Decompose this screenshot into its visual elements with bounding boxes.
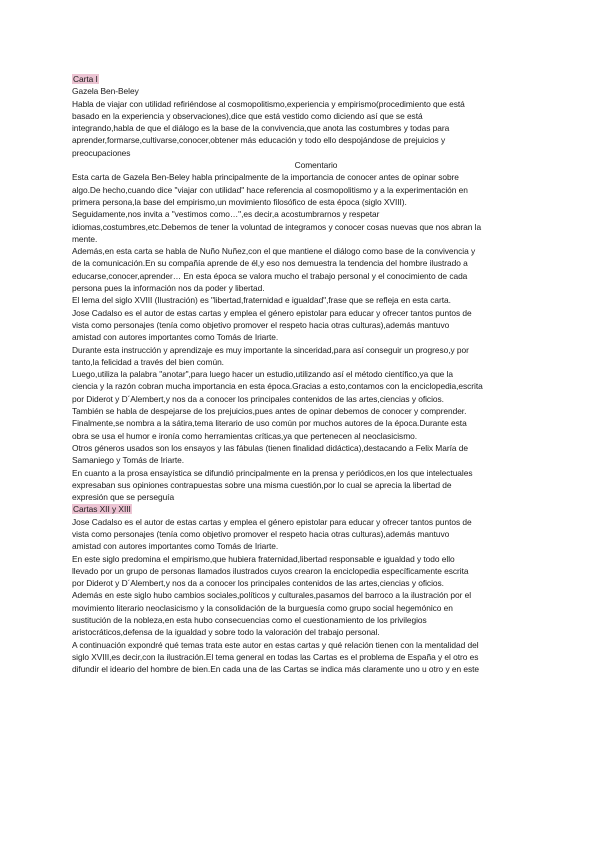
text-line: expresión que se perseguía: [72, 492, 175, 503]
text-line: A continuación expondré qué temas trata este autor en estas cartas y qué relación tienen con la mentalidad del: [72, 639, 479, 650]
text-line: algo.De hecho,cuando dice "viajar con utilidad" hace referencia al cosmopolitismo y a la experimentación en: [72, 184, 468, 195]
text-line: vista como personajes (tenía como objetivo promover el respeto hacia otras culturas),además mantuvo: [72, 319, 450, 330]
text-line: educarse,conocer,aprender… En esta época se valora mucho el trabajo personal y el conocimiento de cada: [72, 270, 468, 281]
comment-body: [72, 171, 540, 503]
section2-body: [72, 516, 540, 676]
text-line: difundir el ideario del hombre de bien.En cada una de las Cartas se indica más claramente uno u otro y en este: [72, 664, 479, 675]
text-line: Habla de viajar con utilidad refiriéndose al cosmopolitismo,experiencia y empirismo(procedimiento que está: [72, 98, 465, 109]
text-line: primera persona,la base del empirismo,un movimiento filosófico de esta época (siglo XVIII).: [72, 196, 407, 207]
text-line: aristocráticos,defensa de la igualdad y sobre todo la valoración del trabajo personal.: [72, 627, 380, 638]
text-line: También se habla de despejarse de los prejuicios,pues antes de opinar debemos de conocer y comprender.: [72, 406, 467, 417]
text-line: aprender,formarse,cultivarse,conocer,obtener más educación y todo ello despojándose de prejuicios y: [72, 135, 446, 146]
text-line: En cuanto a la prosa ensayística se difundió principalmente en la prensa y periódicos,en los que intelectuales: [72, 467, 473, 478]
section-heading-carta-1: [72, 73, 540, 85]
text-line: Jose Cadalso es el autor de estas cartas y emplea el género epistolar para educar y ofrecer tantos puntos de: [72, 516, 472, 527]
text-line: por Diderot y D´Alembert,y nos da a conocer los principales contenidos de las artes,ciencias y oficios.: [72, 393, 444, 404]
text-line: mente.: [72, 233, 98, 244]
text-line: ciencia y la razón cobran mucha importancia en esta época.Gracias a esto,contamos con la enciclopedia,escrita: [72, 381, 483, 392]
text-line: movimiento literario neoclasicismo y la consolidación de la burguesía como grupo social hegemónico en: [72, 602, 453, 613]
highlighted-heading: Cartas XII y XIII: [73, 504, 131, 515]
text-line: El lema del siglo XVIII (Ilustración) es "libertad,fraternidad e igualdad",frase que se refleja en esta carta.: [72, 295, 451, 306]
text-line: idiomas,costumbres,etc.Debemos de tener la voluntad de integramos y conocer cosas nuevas que nos abran la: [72, 221, 482, 232]
highlighted-heading: Carta I: [73, 74, 98, 84]
text-line: sustitución de la nobleza,en esta hubo consecuencias como el cuestionamiento de los privilegios: [72, 615, 427, 626]
section-heading-cartas-12-13: [72, 503, 540, 515]
comment-title: Comentario: [294, 160, 338, 171]
text-line: obra se usa el humor e ironía como herramientas críticas,ya que pertenecen al neoclasicismo.: [72, 430, 418, 441]
author-name: Gazela Ben-Beley: [72, 86, 139, 97]
text-line: amistad con autores importantes como Tomás de Iriarte.: [72, 332, 279, 343]
text-line: Finalmente,se nombra a la sátira,tema literario de uso común por muchos autores de la época.Durante esta: [72, 418, 467, 429]
text-line: tanto,la felicidad a través del bien común.: [72, 356, 224, 367]
text-line: amistad con autores importantes como Tomás de Iriarte.: [72, 541, 279, 552]
text-line: basado en la experiencia y observaciones),dice que está vestido como diciendo así que se está: [72, 110, 423, 121]
text-line: vista como personajes (tenía como objetivo promover el respeto hacia otras culturas),además mantuvo: [72, 528, 450, 539]
text-line: persona pues la información nos da poder y libertad.: [72, 283, 265, 294]
text-line: Esta carta de Gazela Ben-Beley habla principalmente de la importancia de conocer antes de opinar sobre: [72, 172, 459, 183]
text-line: En este siglo predomina el empirismo,que hubiera fraternidad,libertad responsable e igualdad y todo ello: [72, 553, 455, 564]
text-line: Durante esta instrucción y aprendizaje es muy importante la sinceridad,para así conseguir un progreso,y por: [72, 344, 469, 355]
text-line: Además,en esta carta se habla de Nuño Nuñez,con el que mantiene el diálogo como base de la convivencia y: [72, 246, 476, 257]
text-line: por Diderot y D´Alembert,y nos da a conocer los principales contenidos de las artes,ciencias y oficios.: [72, 578, 444, 589]
text-line: preocupaciones: [72, 147, 131, 158]
text-line: Además en este siglo hubo cambios sociales,políticos y culturales,pasamos del barroco a la ilustración por el: [72, 590, 472, 601]
text-line: Jose Cadalso es el autor de estas cartas y emplea el género epistolar para educar y ofrecer tantos puntos de: [72, 307, 472, 318]
text-line: Luego,utiliza la palabra "anotar",para luego hacer un estudio,utilizando así el método científico,ya que la: [72, 369, 453, 380]
text-line: siglo XVIII,es decir,con la ilustración.El tema general en todas las Cartas es el problema de España y el otro es: [72, 651, 479, 662]
text-line: integrando,habla de que el diálogo es la base de la convivencia,que anota las costumbres y todas para: [72, 123, 450, 134]
text-line: Otros géneros usados son los ensayos y las fábulas (tienen finalidad didáctica),destacando a Felix María de: [72, 442, 468, 453]
text-line: llevado por un grupo de personas llamados ilustrados cuyos crearon la enciclopedia específicamente escrita: [72, 565, 469, 576]
intro-paragraph: [72, 98, 540, 159]
text-line: de la comunicación.En su compañía aprende de él,y eso nos demuestra la tendencia del hombre ilustrado a: [72, 258, 468, 269]
text-line: expresaban sus opiniones contrapuestas sobre una misma cuestión,por lo cual se aprecia la libertad de: [72, 479, 452, 490]
text-line: Seguidamente,nos invita a "vestimos como…",es decir,a acostumbrarnos y respetar: [72, 209, 380, 220]
text-line: Samaniego y Tomás de Iriarte.: [72, 455, 184, 466]
